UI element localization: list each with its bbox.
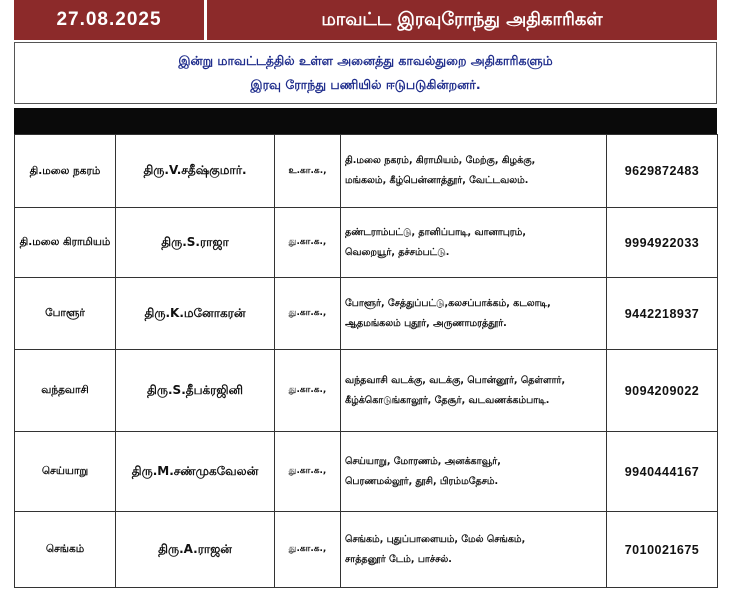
- limits-line-1: வந்தவாசி வடக்கு, வடக்கு, பொன்னூர், தெள்ளார்,: [345, 374, 566, 386]
- subtitle-line-1: இன்று மாவட்டத்தில் உள்ள அனைத்து காவல்துறை அதிகாரிகளும்: [178, 53, 553, 68]
- phone-cell: 7010021675: [607, 512, 718, 588]
- limits-line-1: தி.மலை நகரம், கிராமியம், மேற்கு, கிழக்கு,: [345, 155, 536, 166]
- limits-line-2: வெறையூர், தச்சம்பட்டு.: [345, 246, 450, 258]
- page-title: மாவட்ட இரவுரோந்து அதிகாரிகள்: [321, 8, 603, 30]
- limits-line-2: மங்கலம், கீழ்பென்னாத்தூர், வேட்டவலம்.: [345, 175, 529, 186]
- limits-line-1: போளூர், சேத்துப்பட்டு,கலசப்பாக்கம், கடலாடி,: [345, 297, 551, 309]
- table-row: [15, 278, 718, 350]
- table-row: [15, 432, 718, 512]
- area-cell: தி.மலை கிராமியம்: [15, 208, 116, 278]
- officer-name-cell: திரு.K.மனோகரன்: [116, 278, 275, 350]
- limits-cell: [341, 512, 607, 588]
- limits-line-2: பெரணமல்லூர், தூசி, பிரம்மதேசம்.: [345, 475, 499, 487]
- limits-cell: [341, 278, 607, 350]
- limits-cell: [341, 432, 607, 512]
- officer-name-cell: திரு.A.ராஜன்: [116, 512, 275, 588]
- table-row: [15, 512, 718, 588]
- officer-name-cell: திரு.S.ராஜா: [116, 208, 275, 278]
- rank-cell: து.கா.க.,: [275, 512, 341, 588]
- limits-cell: [341, 135, 607, 208]
- report-date: 27.08.2025: [56, 9, 162, 30]
- table-row: [15, 350, 718, 432]
- officer-name-cell: திரு.M.சண்முகவேலன்: [116, 432, 275, 512]
- rank-cell: உ.கா.க.,: [275, 135, 341, 208]
- table-header-bar: [14, 108, 717, 134]
- officer-name-cell: திரு.S.தீபக்ரஜினி: [116, 350, 275, 432]
- phone-cell: 9094209022: [607, 350, 718, 432]
- rank-cell: து.கா.க.,: [275, 208, 341, 278]
- rank-cell: து.கா.க.,: [275, 350, 341, 432]
- limits-line-2: சாத்தனூர் டேம், பாச்சல்.: [345, 553, 452, 565]
- area-cell: வந்தவாசி: [15, 350, 116, 432]
- limits-line-2: ஆதமங்கலம் புதூர், அருணாமரத்தூர்.: [345, 317, 507, 329]
- area-cell: தி.மலை நகரம்: [15, 135, 116, 208]
- phone-cell: 9940444167: [607, 432, 718, 512]
- limits-line-2: கீழ்க்கொடுங்காலூர், தேசூர், வடவணக்கம்பாடி.: [345, 394, 550, 406]
- rank-cell: து.கா.க.,: [275, 432, 341, 512]
- limits-line-1: செய்யாறு, மோரணம், அனக்காவூர்,: [345, 455, 501, 467]
- limits-cell: [341, 208, 607, 278]
- phone-cell: 9994922033: [607, 208, 718, 278]
- area-cell: செய்யாறு: [15, 432, 116, 512]
- limits-line-1: செங்கம், புதுப்பாளையம், மேல் செங்கம்,: [345, 533, 526, 545]
- subtitle-line-2: இரவு ரோந்து பணியில் ஈடுபடுகின்றனர்.: [250, 77, 481, 92]
- area-cell: போளூர்: [15, 278, 116, 350]
- limits-cell: [341, 350, 607, 432]
- limits-line-1: தண்டராம்பட்டு, தானிப்பாடி, வானாபுரம்,: [345, 226, 526, 238]
- phone-cell: 9629872483: [607, 135, 718, 208]
- subtitle-box: [14, 42, 717, 104]
- area-cell: செங்கம்: [15, 512, 116, 588]
- header-bar: [14, 0, 717, 40]
- table-row: [15, 208, 718, 278]
- rank-cell: து.கா.க.,: [275, 278, 341, 350]
- phone-cell: 9442218937: [607, 278, 718, 350]
- officer-name-cell: திரு.V.சதீஷ்குமார்.: [116, 135, 275, 208]
- officers-table: [14, 134, 718, 588]
- table-row: [15, 135, 718, 208]
